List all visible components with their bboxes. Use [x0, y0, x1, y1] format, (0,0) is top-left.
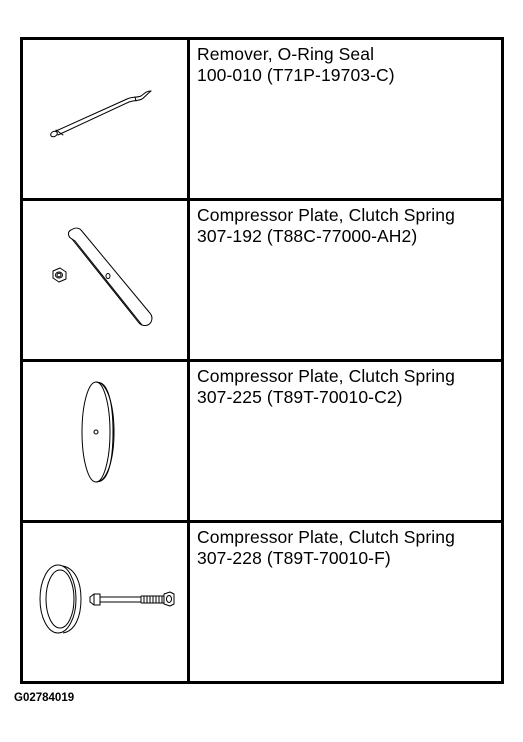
tool-number: 100-010 (T71P-19703-C) — [197, 65, 395, 85]
tool-description-cell — [189, 200, 503, 361]
tool-name: Compressor Plate, Clutch Spring — [197, 205, 455, 225]
tool-number: 307-228 (T89T-70010-F) — [197, 548, 391, 568]
tool-description-cell — [189, 522, 503, 683]
clutch-spring-compressor-plate-bar-icon — [23, 201, 187, 359]
tool-image-cell — [22, 522, 189, 683]
tool-image-cell — [22, 200, 189, 361]
table-row — [22, 200, 503, 361]
special-tools-table — [20, 37, 504, 684]
tool-name: Remover, O-Ring Seal — [197, 44, 375, 64]
tool-number: 307-192 (T88C-77000-AH2) — [197, 226, 418, 246]
tool-description-cell — [189, 361, 503, 522]
table-row — [22, 39, 503, 200]
tool-name: Compressor Plate, Clutch Spring — [197, 366, 455, 386]
tool-description-cell — [189, 39, 503, 200]
tool-number: 307-225 (T89T-70010-C2) — [197, 387, 403, 407]
clutch-spring-compressor-plate-ring-bolt-icon — [23, 523, 187, 681]
oring-seal-remover-icon — [23, 40, 187, 198]
table-row — [22, 361, 503, 522]
tool-name: Compressor Plate, Clutch Spring — [197, 527, 455, 547]
figure-id: G02784019 — [14, 692, 75, 704]
clutch-spring-compressor-plate-disc-icon — [23, 362, 187, 520]
tool-image-cell — [22, 361, 189, 522]
table-row — [22, 522, 503, 683]
tool-image-cell — [22, 39, 189, 200]
